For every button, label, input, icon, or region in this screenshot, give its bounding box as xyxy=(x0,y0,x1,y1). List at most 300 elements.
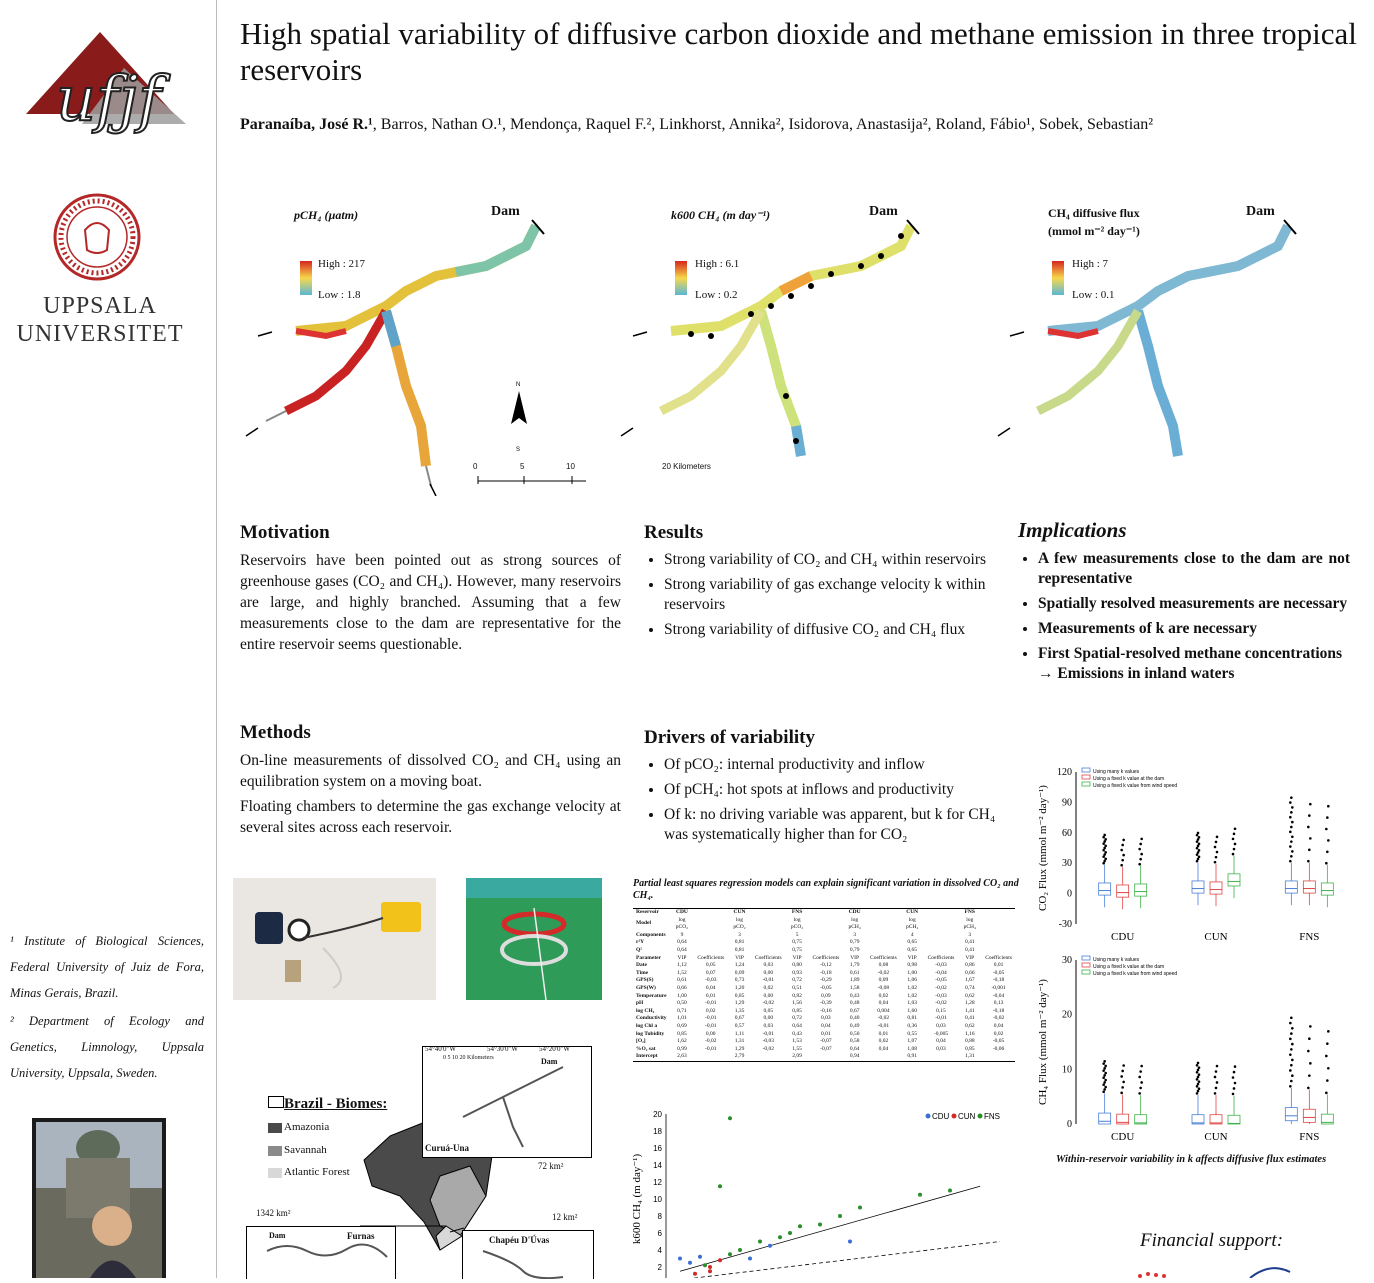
outlier-point xyxy=(1233,1087,1236,1090)
pls-cell: -0,02 xyxy=(935,984,947,991)
box xyxy=(1099,1113,1111,1124)
pls-cell: pH xyxy=(636,1000,644,1007)
pls-cell xyxy=(925,1053,958,1061)
legend-label: Using a fixed k value at the dam xyxy=(1093,964,1165,970)
outlier-point xyxy=(1215,1087,1218,1090)
outlier-point xyxy=(1198,856,1201,859)
pls-cell: 2,63 xyxy=(677,1053,687,1060)
funding-heading: Financial support: xyxy=(1140,1230,1284,1251)
pls-cell: Coefficients xyxy=(985,954,1012,961)
pls-cell xyxy=(925,932,958,940)
sidebar xyxy=(0,0,217,1278)
pls-cell: 0,004 xyxy=(877,1007,890,1014)
pls-cell: 1,11 xyxy=(734,1030,745,1037)
pls-cell: -0,39 xyxy=(820,1000,832,1007)
svg-text:S: S xyxy=(516,447,521,453)
uppsala-line2: UNIVERSITET xyxy=(16,321,184,347)
pls-cell: 0,03 xyxy=(763,962,774,969)
scale-label-20: 20 Kilometers xyxy=(662,462,711,471)
outlier-point xyxy=(1216,1081,1219,1084)
pls-cell: 0,03 xyxy=(936,1022,946,1029)
drivers-heading: Drivers of variability xyxy=(644,727,815,748)
pls-cell: -0,18 xyxy=(992,977,1005,984)
y-tick-label: 120 xyxy=(1057,767,1072,778)
scale-label-0: 0 xyxy=(473,462,478,471)
poster-title: High spatial variability of diffusive carbon dioxide and methane emission in three tropical reservoirs xyxy=(240,16,1357,87)
pls-cell: log pCH₄ xyxy=(848,916,861,931)
map-title-line2: (mmol m⁻² day⁻¹) xyxy=(1048,224,1140,238)
outlier-point xyxy=(1233,833,1236,836)
box xyxy=(1117,885,1129,897)
pls-cell: 0,85 xyxy=(792,1007,802,1014)
motivation-section xyxy=(240,522,621,655)
pls-cell: GPS(S) xyxy=(636,977,654,984)
outlier-point xyxy=(1291,806,1294,809)
pls-cell: 0,99 xyxy=(677,1045,687,1052)
pls-cell: VIP xyxy=(677,954,687,961)
outlier-point xyxy=(1120,849,1123,852)
outlier-point xyxy=(1234,827,1237,830)
pls-row xyxy=(633,1008,1015,1016)
furnas-inset: Dam Furnas xyxy=(246,1226,396,1279)
scale-bar xyxy=(478,476,586,484)
curua-una-inset: 54°40'0"W 54°30'0"W 54°20'0"W 0 5 10 20 Kilometers Dam Curuá-Una xyxy=(422,1046,592,1158)
legend-swatch xyxy=(1082,768,1090,772)
curua-una-area: 72 km² xyxy=(538,1161,564,1171)
pls-cell xyxy=(982,947,1015,955)
pls-cell: -0,29 xyxy=(820,977,832,984)
pls-cell: 1,52 xyxy=(677,969,687,976)
legend-label: Using a fixed k value at the dam xyxy=(1093,776,1165,782)
pls-cell: -0,001 xyxy=(991,984,1006,991)
pls-cell xyxy=(752,932,785,940)
pls-cell: 0,00 xyxy=(763,969,774,976)
pls-cell: -0,05 xyxy=(820,984,832,991)
outlier-point xyxy=(1325,1092,1328,1095)
outlier-point xyxy=(1309,1062,1312,1065)
pls-cell: 1,58 xyxy=(849,984,860,991)
pls-cell: 0,61 xyxy=(849,969,860,976)
pls-cell: 1,02 xyxy=(907,992,918,999)
scatter-point xyxy=(748,1257,752,1261)
outlier-point xyxy=(1327,805,1330,808)
author-photo xyxy=(32,1118,166,1278)
pls-cell: 1,02 xyxy=(907,984,918,991)
y-axis-label: k600 CH₄ (m day⁻¹) xyxy=(631,1153,643,1245)
biome-savannah: Savannah xyxy=(284,1144,327,1156)
pls-row xyxy=(633,985,1015,993)
pls-cell: 1,07 xyxy=(907,1038,918,1045)
outlier-point xyxy=(1290,1048,1293,1051)
outlier-point xyxy=(1216,851,1219,854)
pls-row xyxy=(633,955,1015,963)
outlier-point xyxy=(1197,832,1200,835)
footnote-1: ¹ Institute of Biological Sciences, Federal University of Juiz de Fora, Minas Gerais, Brazil. xyxy=(10,934,204,1000)
outlier-point xyxy=(1290,1016,1293,1019)
methods-heading: Methods xyxy=(240,722,311,743)
implications-section xyxy=(1018,518,1350,689)
pls-cell: -0,07 xyxy=(820,1045,832,1052)
y-tick-label: 16 xyxy=(653,1144,662,1153)
outlier-point xyxy=(1290,840,1293,843)
pls-cell: log pCO₂ xyxy=(790,916,804,931)
legend-swatch xyxy=(1082,963,1090,967)
y-tick-label: 12 xyxy=(653,1178,662,1187)
pls-cell: 0,79 xyxy=(849,946,860,953)
outlier-point xyxy=(1121,844,1124,847)
outlier-point xyxy=(1198,1066,1201,1069)
scale-label-10: 10 xyxy=(566,462,575,471)
scatter-point xyxy=(918,1193,922,1197)
pls-cell: 0,85 xyxy=(677,1030,687,1037)
outlier-point xyxy=(1121,859,1124,862)
scatter-point xyxy=(708,1269,712,1273)
pls-cell: 0,03 xyxy=(763,1022,774,1029)
results-bullet: • Strong variability of diffusive CO₂ and CH₄ flux xyxy=(664,620,1004,640)
outlier-point xyxy=(1196,1092,1199,1095)
outlier-point xyxy=(1289,1069,1292,1072)
pls-cell: 0,50 xyxy=(849,1030,860,1037)
scatter-point xyxy=(838,1214,842,1218)
map-title-line1: CH₄ diffusive flux xyxy=(1048,206,1140,220)
outlier-point xyxy=(1233,1071,1236,1074)
map-k600 xyxy=(611,196,961,496)
pls-cell: 0,75 xyxy=(792,939,802,946)
pls-row xyxy=(633,1000,1015,1008)
dam-label: Dam xyxy=(491,204,520,219)
outlier-point xyxy=(1122,1064,1125,1067)
pls-cell xyxy=(809,939,842,947)
pls-cell xyxy=(752,947,785,955)
y-tick-label: 90 xyxy=(1062,797,1072,809)
pls-row xyxy=(633,1038,1015,1046)
pls-cell: 1,28 xyxy=(964,1000,975,1007)
pls-cell: VIP xyxy=(850,954,860,961)
pls-cell: 0,36 xyxy=(907,1022,918,1029)
pls-cell: 0,09 xyxy=(734,969,745,976)
pls-cell: VIP xyxy=(735,954,744,961)
outlier-point xyxy=(1308,814,1311,817)
pls-table xyxy=(633,908,1015,1062)
pls-cell: 0,64 xyxy=(849,1045,860,1052)
pls-cell: -0,03 xyxy=(705,977,717,984)
y-tick-label: 0 xyxy=(1067,888,1072,900)
pls-cell: 0,40 xyxy=(849,1015,860,1022)
outlier-point xyxy=(1215,856,1218,859)
outlier-point xyxy=(1122,839,1125,842)
pls-cell: 0,01 xyxy=(705,992,716,999)
results-bullet: • Strong variability of gas exchange velocity k within reservoirs xyxy=(664,575,1004,615)
outlier-point xyxy=(1289,845,1292,848)
pls-row xyxy=(633,1031,1015,1039)
inset-scale: 0 5 10 20 Kilometers xyxy=(443,1055,494,1061)
pls-cell: 3 xyxy=(968,931,972,938)
pls-cell: -0,05 xyxy=(935,977,947,984)
pls-cell: FNS xyxy=(964,909,975,915)
pls-cell: 0,88 xyxy=(964,1038,975,1045)
outlier-point xyxy=(1325,862,1328,865)
pls-cell: -0,08 xyxy=(877,984,890,991)
pls-cell: 1,29 xyxy=(734,1045,745,1052)
curua-una-label: Curuá-Una xyxy=(425,1143,470,1153)
furnas-area: 1342 km² xyxy=(256,1208,291,1218)
pls-cell: Coefficients xyxy=(870,954,897,961)
pls-cell: 1,67 xyxy=(964,977,975,984)
outlier-point xyxy=(1102,1069,1105,1072)
outlier-point xyxy=(1290,826,1293,829)
outlier-point xyxy=(1196,1064,1199,1067)
scatter-point xyxy=(768,1244,772,1248)
outlier-point xyxy=(1290,1064,1293,1067)
pls-cell: Coefficients xyxy=(754,954,782,961)
legend-label: CDU xyxy=(932,1112,950,1121)
category-label: CDU xyxy=(1111,1131,1135,1143)
pls-cell xyxy=(752,1053,785,1061)
pls-cell: -0,16 xyxy=(820,1007,832,1014)
pls-cell: 9 xyxy=(680,931,684,938)
box xyxy=(1228,874,1240,886)
pls-cell: Reservoir xyxy=(636,909,659,915)
outlier-point xyxy=(1198,1073,1201,1076)
pls-cell: 2,79 xyxy=(734,1053,745,1060)
implications-bullet: • Spatially resolved measurements are necessary xyxy=(1038,594,1350,614)
outlier-point xyxy=(1291,821,1294,824)
outlier-point xyxy=(1326,1079,1329,1082)
outlier-point xyxy=(1291,1074,1294,1077)
outlier-point xyxy=(1140,1081,1143,1084)
scale-label-5: 5 xyxy=(520,462,525,471)
first-author: Paranaíba, José R.¹ xyxy=(240,116,373,133)
pls-cell: Components xyxy=(636,931,666,938)
scatter-point xyxy=(698,1255,702,1259)
co2-boxplot-svg xyxy=(1026,760,1366,946)
outlier-point xyxy=(1103,1081,1106,1084)
pls-table-block xyxy=(633,878,1023,1062)
outlier-point xyxy=(1122,854,1125,857)
outlier-point xyxy=(1291,1059,1294,1062)
pls-cell: 0,09 xyxy=(821,992,831,999)
pls-row xyxy=(633,977,1015,985)
y-tick-label: 8 xyxy=(657,1212,662,1221)
outlier-point xyxy=(1232,1093,1235,1096)
outlier-point xyxy=(1103,1060,1106,1063)
pls-cell: GPS(W) xyxy=(636,984,656,991)
maps-row xyxy=(236,196,1366,496)
outlier-point xyxy=(1233,848,1236,851)
pls-cell: 0,48 xyxy=(849,1000,860,1007)
pls-cell: 1,03 xyxy=(907,1000,918,1007)
pls-cell xyxy=(867,1053,900,1061)
pls-cell: 0,80 xyxy=(792,962,802,969)
implications-bullet: • A few measurements close to the dam are not representative xyxy=(1038,549,1350,589)
outlier-point xyxy=(1215,1070,1218,1073)
chapeu-label: Chapéu D'Úvas xyxy=(489,1235,550,1245)
outlier-point xyxy=(1326,816,1329,819)
other-authors: , Barros, Nathan O.¹, Mendonça, Raquel F.², Linkhorst, Annika², Isidorova, Anastasija², Roland, Fábio¹, Sobek, Sebastian² xyxy=(372,116,1154,133)
pls-cell: 0,61 xyxy=(677,977,687,984)
pls-cell: 3 xyxy=(853,931,857,938)
outlier-point xyxy=(1289,1085,1292,1088)
pls-cell: -0,01 xyxy=(705,1015,717,1022)
pls-cell: -0,03 xyxy=(935,962,947,969)
pls-cell: -0,01 xyxy=(935,1015,947,1022)
pls-cell: -0,01 xyxy=(705,1000,717,1007)
outlier-point xyxy=(1289,816,1292,819)
y-tick-label: 10 xyxy=(653,1195,662,1204)
pls-cell xyxy=(925,909,958,917)
outlier-point xyxy=(1289,1022,1292,1025)
pls-cell: -0,02 xyxy=(705,1038,717,1045)
pls-row xyxy=(633,970,1015,978)
pls-cell: 0,02 xyxy=(763,984,774,991)
pls-cell: log Chl a xyxy=(636,1022,658,1029)
box xyxy=(1210,882,1222,894)
pls-row xyxy=(633,917,1015,932)
pls-cell: 1,24 xyxy=(734,962,745,969)
y-tick-label: 4 xyxy=(657,1246,662,1255)
y-tick-label: 0 xyxy=(1067,1119,1072,1130)
outlier-point xyxy=(1198,849,1201,852)
co2-flux-boxplot xyxy=(1026,760,1366,946)
scatter-point xyxy=(948,1189,952,1193)
pls-cell: -0,18 xyxy=(992,1007,1005,1014)
outlier-point xyxy=(1197,1076,1200,1079)
pls-cell: 1,62 xyxy=(677,1038,687,1045)
pls-cell xyxy=(809,917,842,932)
outlier-point xyxy=(1214,861,1217,864)
y-tick-label: 60 xyxy=(1062,827,1072,839)
footnote-2: ² Department of Ecology and Genetics, Limnology, Uppsala University, Uppsala, Sweden. xyxy=(10,1014,204,1080)
outlier-point xyxy=(1327,1067,1330,1070)
pls-cell xyxy=(867,917,900,932)
pls-cell: Conductivity xyxy=(636,1015,667,1022)
pls-cell: 0,94 xyxy=(849,1053,860,1060)
results-section xyxy=(644,522,1004,645)
pls-cell xyxy=(809,947,842,955)
pls-cell: 1,16 xyxy=(964,1030,975,1037)
pls-cell: 0,15 xyxy=(936,1007,946,1014)
pls-cell: 0,62 xyxy=(964,992,975,999)
pls-row xyxy=(633,932,1015,940)
outlier-point xyxy=(1289,1053,1292,1056)
chapeu-inset xyxy=(462,1230,594,1279)
y-tick-label: 20 xyxy=(653,1110,662,1119)
box xyxy=(1099,883,1111,895)
pls-cell: -0,03 xyxy=(935,992,947,999)
reference-line xyxy=(680,1242,1000,1279)
outlier-point xyxy=(1197,1083,1200,1086)
y-tick-label: 10 xyxy=(1062,1064,1072,1076)
pls-cell: 0,82 xyxy=(792,992,802,999)
outlier-point xyxy=(1102,1062,1105,1065)
pls-cell: 0,71 xyxy=(677,1007,687,1014)
outlier-point xyxy=(1289,860,1292,863)
pls-cell: 0,79 xyxy=(849,939,860,946)
pls-cell: Model xyxy=(636,920,651,927)
category-label: FNS xyxy=(1299,1131,1320,1143)
scatter-svg xyxy=(620,1108,1020,1278)
pls-cell: -0,05 xyxy=(992,969,1005,976)
pls-cell: r²Y xyxy=(636,939,645,946)
pls-cell: 1,35 xyxy=(734,1007,745,1014)
outlier-point xyxy=(1121,1070,1124,1073)
pls-cell xyxy=(752,939,785,947)
pls-cell: 1,56 xyxy=(792,1000,802,1007)
pls-cell: 0,65 xyxy=(907,946,918,953)
scatter-point xyxy=(718,1258,722,1262)
pls-cell: 0,04 xyxy=(878,1000,889,1007)
outlier-point xyxy=(1308,1074,1311,1077)
pls-cell: 1,06 xyxy=(907,977,918,984)
y-tick-label: 14 xyxy=(653,1161,662,1170)
outlier-point xyxy=(1216,836,1219,839)
outlier-point xyxy=(1308,1037,1311,1040)
pls-cell xyxy=(752,909,785,917)
pls-cell xyxy=(694,917,727,932)
pls-cell: 0,08 xyxy=(878,962,889,969)
pls-cell: 1,12 xyxy=(677,962,687,969)
pls-cell: 0,81 xyxy=(907,1015,918,1022)
outlier-point xyxy=(1138,1076,1141,1079)
pls-row xyxy=(633,1046,1015,1054)
implications-bullet: • First Spatial-resolved methane concentrations → Emissions in inland waters xyxy=(1038,644,1350,684)
outlier-point xyxy=(1327,839,1330,842)
legend-label: Using a fixed k value from wind speed xyxy=(1093,783,1178,789)
pls-cell: 0,64 xyxy=(677,939,687,946)
pls-row xyxy=(633,993,1015,1001)
pls-cell: Coefficients xyxy=(697,954,725,961)
legend-label: CUN xyxy=(958,1112,976,1121)
pls-cell: -0,03 xyxy=(762,1038,775,1045)
category-label: CUN xyxy=(1204,931,1228,943)
pls-cell xyxy=(694,1053,727,1061)
pls-cell: 1,08 xyxy=(907,1045,918,1052)
outlier-point xyxy=(1289,801,1292,804)
outlier-point xyxy=(1309,1025,1312,1028)
pls-cell: 0,58 xyxy=(849,1038,860,1045)
outlier-point xyxy=(1291,835,1294,838)
boxplot-caption: Within-reservoir variability in k affects diffusive flux estimates xyxy=(1056,1154,1327,1165)
pls-cell xyxy=(925,947,958,955)
scatter-point xyxy=(708,1265,712,1269)
pls-cell xyxy=(982,1053,1015,1061)
pls-cell: 0,02 xyxy=(878,1038,889,1045)
pls-cell: 0,66 xyxy=(964,969,975,976)
pls-cell xyxy=(982,932,1015,940)
pls-cell: 0,00 xyxy=(763,992,774,999)
pls-cell: 0,85 xyxy=(964,1045,975,1052)
outlier-point xyxy=(1234,843,1237,846)
pls-cell: log pCH₄ xyxy=(906,916,919,931)
pls-cell: VIP xyxy=(907,954,917,961)
svg-text:N: N xyxy=(516,382,521,388)
pls-cell: 1,20 xyxy=(734,984,745,991)
pls-cell: 0,04 xyxy=(821,1022,831,1029)
outlier-point xyxy=(1138,848,1141,851)
outlier-point xyxy=(1290,1032,1293,1035)
scatter-point xyxy=(848,1240,852,1244)
pls-cell: Coefficients xyxy=(812,954,840,961)
methods-section xyxy=(240,722,621,838)
pls-cell: -0,05 xyxy=(992,1038,1005,1045)
furnas-label: Furnas xyxy=(347,1231,375,1241)
outlier-point xyxy=(1140,853,1143,856)
outlier-point xyxy=(1289,1038,1292,1041)
outlier-point xyxy=(1120,1075,1123,1078)
scatter-point xyxy=(858,1206,862,1210)
outlier-point xyxy=(1122,1081,1125,1084)
outlier-point xyxy=(1290,796,1293,799)
